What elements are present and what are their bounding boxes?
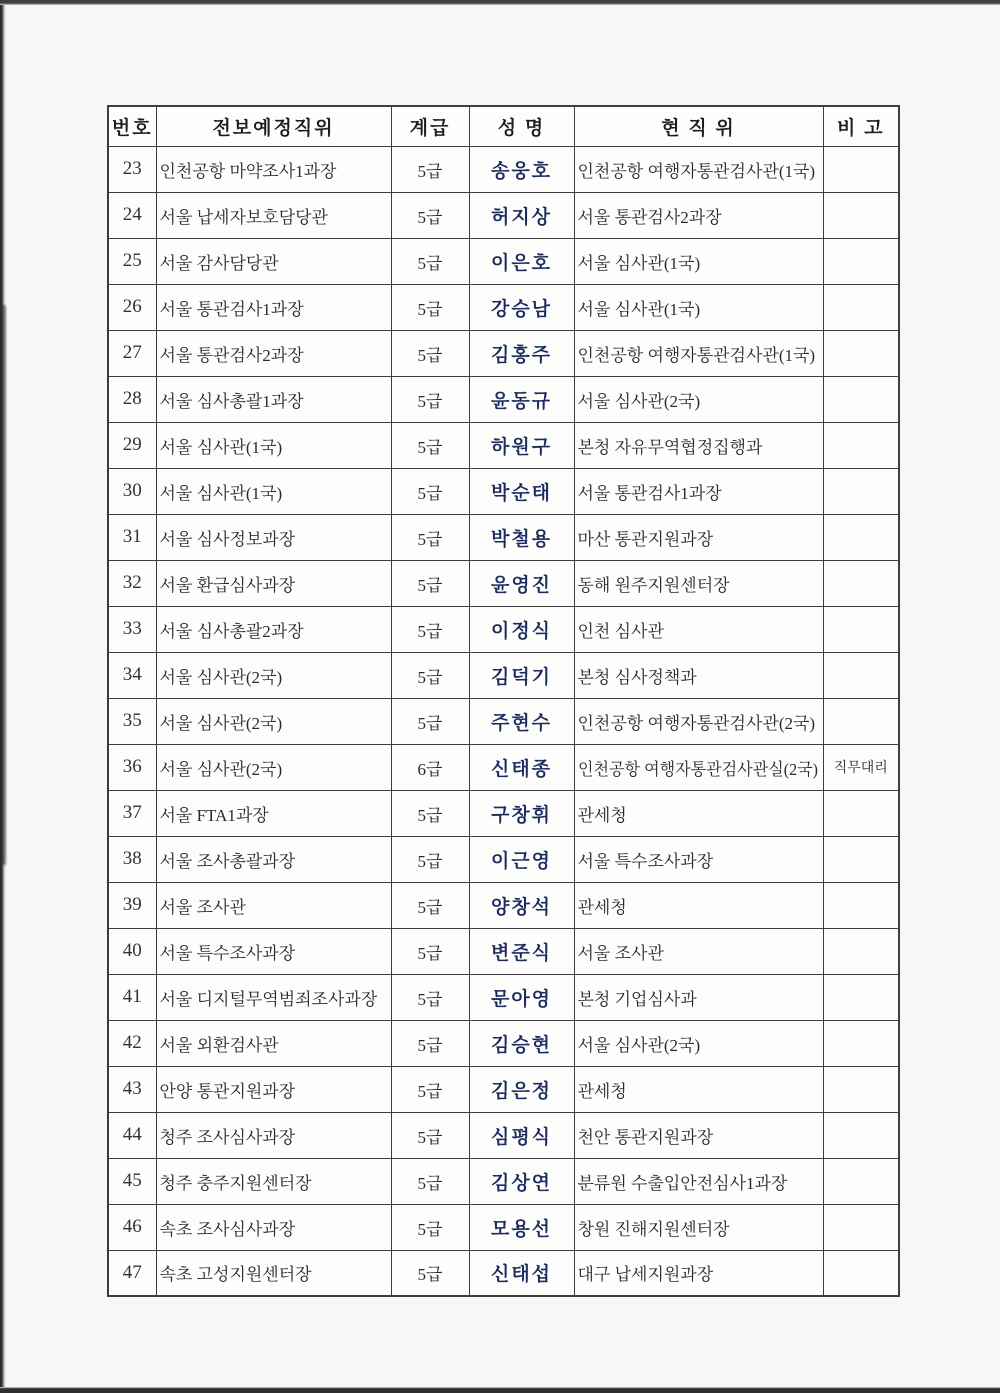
cell-name: 양창석 bbox=[469, 882, 574, 928]
cell-current-position: 관세청 bbox=[574, 1066, 823, 1112]
cell-rank: 5급 bbox=[391, 790, 469, 836]
cell-remarks bbox=[823, 1020, 899, 1066]
cell-rank: 5급 bbox=[391, 1066, 469, 1112]
table-row bbox=[108, 422, 899, 468]
cell-current-position: 서울 특수조사과장 bbox=[574, 836, 823, 882]
table-row bbox=[108, 698, 899, 744]
cell-current-position: 본청 심사정책과 bbox=[574, 652, 823, 698]
cell-remarks bbox=[823, 652, 899, 698]
cell-rank: 5급 bbox=[391, 238, 469, 284]
cell-rank: 5급 bbox=[391, 652, 469, 698]
cell-planned-position: 서울 디지털무역범죄조사과장 bbox=[156, 974, 391, 1020]
cell-rank: 5급 bbox=[391, 606, 469, 652]
cell-name: 구창휘 bbox=[469, 790, 574, 836]
cell-number: 43 bbox=[108, 1066, 156, 1112]
cell-current-position: 서울 심사관(2국) bbox=[574, 376, 823, 422]
cell-planned-position: 서울 외환검사관 bbox=[156, 1020, 391, 1066]
cell-remarks bbox=[823, 928, 899, 974]
cell-planned-position: 서울 심사관(2국) bbox=[156, 744, 391, 790]
cell-remarks bbox=[823, 836, 899, 882]
cell-remarks bbox=[823, 376, 899, 422]
cell-rank: 5급 bbox=[391, 1204, 469, 1250]
cell-name: 김상연 bbox=[469, 1158, 574, 1204]
cell-current-position: 천안 통관지원과장 bbox=[574, 1112, 823, 1158]
table-row bbox=[108, 882, 899, 928]
cell-rank: 5급 bbox=[391, 1112, 469, 1158]
cell-current-position: 인천공항 여행자통관검사관(1국) bbox=[574, 146, 823, 192]
table-row bbox=[108, 1204, 899, 1250]
cell-planned-position: 서울 통관검사1과장 bbox=[156, 284, 391, 330]
table-row bbox=[108, 284, 899, 330]
cell-remarks bbox=[823, 1204, 899, 1250]
cell-current-position: 관세청 bbox=[574, 882, 823, 928]
cell-number: 30 bbox=[108, 468, 156, 514]
cell-remarks bbox=[823, 882, 899, 928]
table-row bbox=[108, 1020, 899, 1066]
table-row bbox=[108, 1112, 899, 1158]
cell-number: 42 bbox=[108, 1020, 156, 1066]
cell-planned-position: 서울 FTA1과장 bbox=[156, 790, 391, 836]
cell-name: 주현수 bbox=[469, 698, 574, 744]
cell-rank: 5급 bbox=[391, 1250, 469, 1296]
cell-number: 36 bbox=[108, 744, 156, 790]
cell-name: 심평식 bbox=[469, 1112, 574, 1158]
column-header-rank: 계급 bbox=[391, 106, 469, 146]
table-row bbox=[108, 1066, 899, 1112]
cell-rank: 5급 bbox=[391, 146, 469, 192]
personnel-transfer-table bbox=[107, 105, 900, 1297]
cell-number: 32 bbox=[108, 560, 156, 606]
cell-number: 41 bbox=[108, 974, 156, 1020]
cell-current-position: 서울 심사관(1국) bbox=[574, 238, 823, 284]
cell-number: 40 bbox=[108, 928, 156, 974]
cell-number: 38 bbox=[108, 836, 156, 882]
cell-number: 45 bbox=[108, 1158, 156, 1204]
cell-planned-position: 서울 감사담당관 bbox=[156, 238, 391, 284]
cell-number: 31 bbox=[108, 514, 156, 560]
cell-number: 34 bbox=[108, 652, 156, 698]
cell-remarks bbox=[823, 560, 899, 606]
table-row bbox=[108, 1158, 899, 1204]
table-row bbox=[108, 744, 899, 790]
table-row bbox=[108, 330, 899, 376]
cell-rank: 5급 bbox=[391, 514, 469, 560]
cell-planned-position: 서울 심사관(2국) bbox=[156, 652, 391, 698]
cell-remarks bbox=[823, 698, 899, 744]
cell-remarks bbox=[823, 974, 899, 1020]
cell-rank: 5급 bbox=[391, 468, 469, 514]
table-row bbox=[108, 652, 899, 698]
cell-planned-position: 안양 통관지원과장 bbox=[156, 1066, 391, 1112]
table-row bbox=[108, 606, 899, 652]
cell-name: 신태섭 bbox=[469, 1250, 574, 1296]
cell-current-position: 관세청 bbox=[574, 790, 823, 836]
table-row bbox=[108, 146, 899, 192]
cell-rank: 5급 bbox=[391, 698, 469, 744]
cell-current-position: 대구 납세지원과장 bbox=[574, 1250, 823, 1296]
cell-current-position: 서울 통관검사2과장 bbox=[574, 192, 823, 238]
table-row bbox=[108, 192, 899, 238]
cell-number: 27 bbox=[108, 330, 156, 376]
cell-rank: 5급 bbox=[391, 882, 469, 928]
cell-name: 김덕기 bbox=[469, 652, 574, 698]
cell-number: 47 bbox=[108, 1250, 156, 1296]
column-header-name: 성 명 bbox=[469, 106, 574, 146]
cell-name: 김은정 bbox=[469, 1066, 574, 1112]
cell-remarks bbox=[823, 1158, 899, 1204]
column-header-number: 번호 bbox=[108, 106, 156, 146]
cell-planned-position: 서울 조사총괄과장 bbox=[156, 836, 391, 882]
cell-name: 윤동규 bbox=[469, 376, 574, 422]
cell-name: 허지상 bbox=[469, 192, 574, 238]
cell-remarks bbox=[823, 284, 899, 330]
cell-planned-position: 서울 특수조사과장 bbox=[156, 928, 391, 974]
cell-name: 신태종 bbox=[469, 744, 574, 790]
cell-name: 모용선 bbox=[469, 1204, 574, 1250]
cell-number: 25 bbox=[108, 238, 156, 284]
cell-current-position: 서울 심사관(2국) bbox=[574, 1020, 823, 1066]
cell-current-position: 동해 원주지원센터장 bbox=[574, 560, 823, 606]
cell-number: 26 bbox=[108, 284, 156, 330]
cell-name: 이정식 bbox=[469, 606, 574, 652]
cell-number: 44 bbox=[108, 1112, 156, 1158]
cell-remarks: 직무대리 bbox=[823, 744, 899, 790]
cell-number: 39 bbox=[108, 882, 156, 928]
cell-current-position: 서울 통관검사1과장 bbox=[574, 468, 823, 514]
cell-remarks bbox=[823, 514, 899, 560]
cell-planned-position: 서울 심사총괄2과장 bbox=[156, 606, 391, 652]
cell-rank: 5급 bbox=[391, 1158, 469, 1204]
cell-current-position: 분류원 수출입안전심사1과장 bbox=[574, 1158, 823, 1204]
cell-rank: 5급 bbox=[391, 560, 469, 606]
cell-planned-position: 서울 환급심사과장 bbox=[156, 560, 391, 606]
cell-name: 이은호 bbox=[469, 238, 574, 284]
table-row bbox=[108, 1250, 899, 1296]
cell-rank: 5급 bbox=[391, 974, 469, 1020]
cell-remarks bbox=[823, 1112, 899, 1158]
cell-rank: 5급 bbox=[391, 422, 469, 468]
cell-current-position: 서울 심사관(1국) bbox=[574, 284, 823, 330]
cell-name: 문아영 bbox=[469, 974, 574, 1020]
table-row bbox=[108, 238, 899, 284]
cell-remarks bbox=[823, 1066, 899, 1112]
cell-rank: 5급 bbox=[391, 330, 469, 376]
cell-current-position: 인천공항 여행자통관검사관(1국) bbox=[574, 330, 823, 376]
cell-name: 김승현 bbox=[469, 1020, 574, 1066]
cell-planned-position: 서울 심사관(1국) bbox=[156, 468, 391, 514]
cell-number: 33 bbox=[108, 606, 156, 652]
table-row bbox=[108, 514, 899, 560]
cell-remarks bbox=[823, 146, 899, 192]
cell-name: 김홍주 bbox=[469, 330, 574, 376]
cell-number: 28 bbox=[108, 376, 156, 422]
scan-artifact-top-edge bbox=[0, 0, 1000, 5]
table-row bbox=[108, 468, 899, 514]
cell-rank: 5급 bbox=[391, 192, 469, 238]
cell-remarks bbox=[823, 1250, 899, 1296]
cell-rank: 5급 bbox=[391, 284, 469, 330]
cell-rank: 6급 bbox=[391, 744, 469, 790]
cell-planned-position: 서울 심사총괄1과장 bbox=[156, 376, 391, 422]
table-row bbox=[108, 560, 899, 606]
cell-name: 박철용 bbox=[469, 514, 574, 560]
cell-current-position: 인천공항 여행자통관검사관실(2국) bbox=[574, 744, 823, 790]
cell-name: 이근영 bbox=[469, 836, 574, 882]
cell-name: 박순태 bbox=[469, 468, 574, 514]
cell-planned-position: 청주 충주지원센터장 bbox=[156, 1158, 391, 1204]
cell-current-position: 마산 통관지원과장 bbox=[574, 514, 823, 560]
cell-planned-position: 서울 납세자보호담당관 bbox=[156, 192, 391, 238]
cell-remarks bbox=[823, 192, 899, 238]
cell-planned-position: 속초 조사심사과장 bbox=[156, 1204, 391, 1250]
cell-planned-position: 속초 고성지원센터장 bbox=[156, 1250, 391, 1296]
cell-planned-position: 서울 조사관 bbox=[156, 882, 391, 928]
cell-remarks bbox=[823, 330, 899, 376]
table-row bbox=[108, 836, 899, 882]
cell-current-position: 본청 자유무역협정집행과 bbox=[574, 422, 823, 468]
cell-remarks bbox=[823, 606, 899, 652]
cell-name: 윤영진 bbox=[469, 560, 574, 606]
table-row bbox=[108, 928, 899, 974]
table-row bbox=[108, 376, 899, 422]
column-header-current-position: 현 직 위 bbox=[574, 106, 823, 146]
column-header-remarks: 비 고 bbox=[823, 106, 899, 146]
cell-current-position: 창원 진해지원센터장 bbox=[574, 1204, 823, 1250]
cell-planned-position: 서울 심사정보과장 bbox=[156, 514, 391, 560]
scan-artifact-left-edge bbox=[0, 5, 6, 1387]
cell-planned-position: 청주 조사심사과장 bbox=[156, 1112, 391, 1158]
column-header-planned-position: 전보예정직위 bbox=[156, 106, 391, 146]
cell-current-position: 인천 심사관 bbox=[574, 606, 823, 652]
scan-artifact-bottom-edge bbox=[0, 1387, 1000, 1393]
cell-remarks bbox=[823, 422, 899, 468]
cell-rank: 5급 bbox=[391, 376, 469, 422]
cell-name: 변준식 bbox=[469, 928, 574, 974]
cell-planned-position: 인천공항 마약조사1과장 bbox=[156, 146, 391, 192]
cell-number: 24 bbox=[108, 192, 156, 238]
cell-rank: 5급 bbox=[391, 928, 469, 974]
cell-name: 하원구 bbox=[469, 422, 574, 468]
table-row bbox=[108, 974, 899, 1020]
table-row bbox=[108, 790, 899, 836]
cell-remarks bbox=[823, 790, 899, 836]
cell-planned-position: 서울 심사관(2국) bbox=[156, 698, 391, 744]
cell-remarks bbox=[823, 238, 899, 284]
cell-number: 23 bbox=[108, 146, 156, 192]
cell-planned-position: 서울 심사관(1국) bbox=[156, 422, 391, 468]
cell-remarks bbox=[823, 468, 899, 514]
cell-number: 46 bbox=[108, 1204, 156, 1250]
cell-current-position: 서울 조사관 bbox=[574, 928, 823, 974]
cell-current-position: 본청 기업심사과 bbox=[574, 974, 823, 1020]
cell-number: 29 bbox=[108, 422, 156, 468]
cell-current-position: 인천공항 여행자통관검사관(2국) bbox=[574, 698, 823, 744]
header-row bbox=[108, 106, 899, 146]
cell-number: 37 bbox=[108, 790, 156, 836]
cell-number: 35 bbox=[108, 698, 156, 744]
cell-name: 강승남 bbox=[469, 284, 574, 330]
table-body bbox=[108, 146, 899, 1296]
cell-name: 송웅호 bbox=[469, 146, 574, 192]
cell-rank: 5급 bbox=[391, 836, 469, 882]
cell-rank: 5급 bbox=[391, 1020, 469, 1066]
cell-planned-position: 서울 통관검사2과장 bbox=[156, 330, 391, 376]
table-header bbox=[108, 106, 899, 146]
